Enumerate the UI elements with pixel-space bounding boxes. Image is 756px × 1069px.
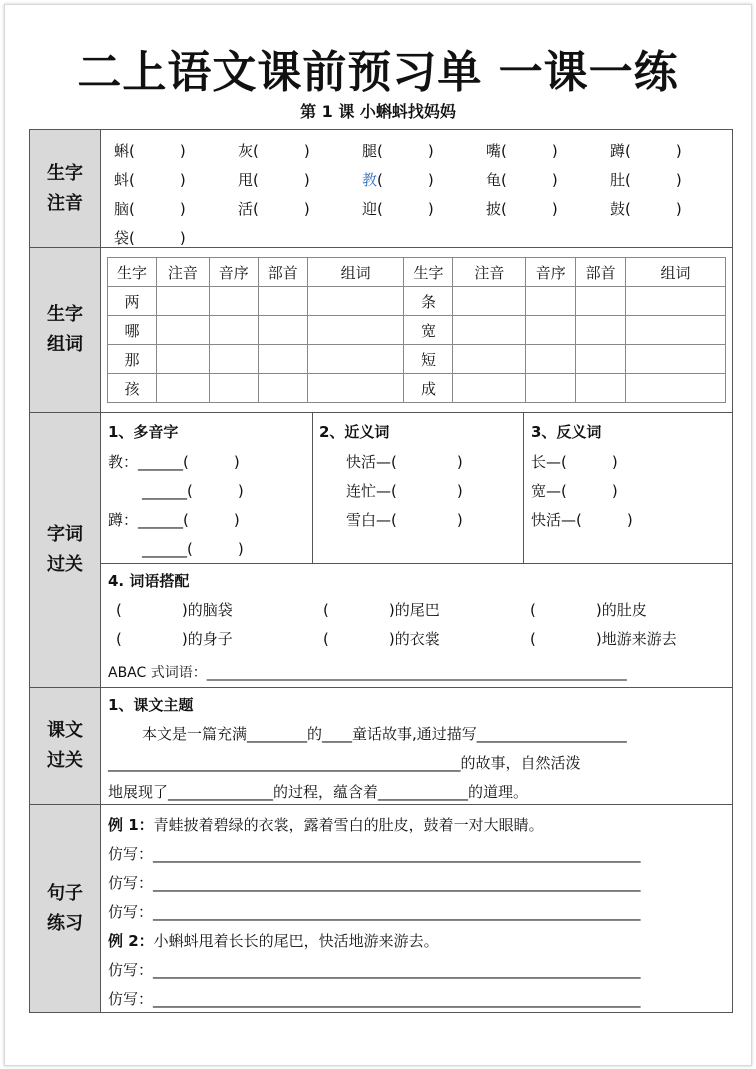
order-cell[interactable]: [209, 287, 258, 316]
phrase-cell[interactable]: [626, 345, 726, 374]
theme-line[interactable]: 本文是一篇充满________的____童话故事,通过描写____________________: [142, 725, 627, 743]
char-cell: 哪: [108, 316, 157, 345]
char-cell: 宽: [404, 316, 453, 345]
char-field[interactable]: 蚪( ): [114, 171, 186, 189]
table-row: [108, 287, 726, 316]
collocation-field[interactable]: ( )的衣裳: [323, 630, 440, 648]
theme-heading: 1、课文主题: [108, 696, 194, 714]
column-header: 生字: [108, 258, 157, 287]
char-field[interactable]: 蝌( ): [114, 142, 186, 160]
divider: [312, 413, 313, 563]
section-vocab: [29, 412, 733, 688]
char-field[interactable]: 袋( ): [114, 229, 186, 247]
imitation-field[interactable]: 仿写：_________________________________________________________________: [108, 903, 641, 921]
antonym-heading: 3、反义词: [531, 423, 602, 441]
column-header: 音序: [209, 258, 258, 287]
pinyin-cell[interactable]: [156, 374, 209, 403]
synonym-field[interactable]: 雪白—( ): [346, 511, 463, 529]
pinyin-cell[interactable]: [156, 316, 209, 345]
synonym-heading: 2、近义词: [319, 423, 390, 441]
table-row: [108, 374, 726, 403]
char-field[interactable]: 嘴( ): [486, 142, 558, 160]
collocation-field[interactable]: ( )的尾巴: [323, 601, 440, 619]
abac-field[interactable]: ABAC 式词语：____________________________________________________________: [108, 665, 627, 681]
radical-cell[interactable]: [576, 345, 626, 374]
section-words: [29, 247, 733, 413]
polyphone-heading: 1、多音字: [108, 423, 179, 441]
radical-cell[interactable]: [576, 374, 626, 403]
table-row: [108, 345, 726, 374]
char-field[interactable]: 腿( ): [362, 142, 434, 160]
char-field[interactable]: 披( ): [486, 200, 558, 218]
order-cell[interactable]: [209, 345, 258, 374]
section-label: 课文 过关: [30, 688, 101, 804]
polyphone-field[interactable]: 教：______( ): [108, 453, 240, 471]
divider: [100, 563, 732, 564]
radical-cell[interactable]: [576, 316, 626, 345]
phrase-cell[interactable]: [307, 374, 404, 403]
example-sentence: 例 2：小蝌蚪甩着长长的尾巴，快活地游来游去。: [108, 932, 439, 950]
order-cell[interactable]: [209, 374, 258, 403]
char-field[interactable]: 迎( ): [362, 200, 434, 218]
collocation-field[interactable]: ( )地游来游去: [530, 630, 677, 648]
section-text: [29, 687, 733, 805]
column-header: 组词: [307, 258, 404, 287]
char-cell: 短: [404, 345, 453, 374]
imitation-field[interactable]: 仿写：_________________________________________________________________: [108, 874, 641, 892]
theme-line[interactable]: 地展现了______________的过程，蕴含着____________的道理。: [108, 783, 529, 801]
column-header: 注音: [453, 258, 526, 287]
imitation-field[interactable]: 仿写：_________________________________________________________________: [108, 845, 641, 863]
column-header: 生字: [404, 258, 453, 287]
word-table: [107, 257, 726, 403]
phrase-cell[interactable]: [626, 316, 726, 345]
char-field[interactable]: 活( ): [238, 200, 310, 218]
collocation-field[interactable]: ( )的身子: [116, 630, 233, 648]
synonym-field[interactable]: 连忙—( ): [346, 482, 463, 500]
table-row: [108, 316, 726, 345]
pinyin-cell[interactable]: [453, 374, 526, 403]
char-cell: 成: [404, 374, 453, 403]
phrase-cell[interactable]: [626, 374, 726, 403]
radical-cell[interactable]: [258, 374, 307, 403]
char-field[interactable]: 甩( ): [238, 171, 310, 189]
section-label: 字词 过关: [30, 413, 101, 687]
radical-cell[interactable]: [258, 345, 307, 374]
collocation-heading: 4. 词语搭配: [108, 572, 190, 590]
char-field[interactable]: 鼓( ): [610, 200, 682, 218]
char-field[interactable]: 脑( ): [114, 200, 186, 218]
polyphone-field[interactable]: 蹲：______( ): [108, 511, 240, 529]
char-field[interactable]: 蹲( ): [610, 142, 682, 160]
radical-cell[interactable]: [576, 287, 626, 316]
section-label: 句子 练习: [30, 805, 101, 1012]
char-cell: 两: [108, 287, 157, 316]
antonym-field[interactable]: 快活—( ): [531, 511, 633, 529]
char-field[interactable]: 龟( ): [486, 171, 558, 189]
polyphone-field[interactable]: ______( ): [142, 540, 244, 558]
section-pinyin: [29, 129, 733, 248]
phrase-cell[interactable]: [307, 345, 404, 374]
example-sentence: 例 1：青蛙披着碧绿的衣裳，露着雪白的肚皮，鼓着一对大眼睛。: [108, 816, 544, 834]
pinyin-cell[interactable]: [156, 287, 209, 316]
polyphone-field[interactable]: ______( ): [142, 482, 244, 500]
lesson-subtitle: 第 1 课 小蝌蚪找妈妈: [300, 102, 456, 121]
pinyin-cell[interactable]: [156, 345, 209, 374]
order-cell[interactable]: [209, 316, 258, 345]
column-header: 部首: [576, 258, 626, 287]
column-header: 组词: [626, 258, 726, 287]
char-field[interactable]: 灰( ): [238, 142, 310, 160]
section-label: 生字 注音: [30, 130, 101, 247]
collocation-field[interactable]: ( )的脑袋: [116, 601, 233, 619]
column-header: 注音: [156, 258, 209, 287]
radical-cell[interactable]: [258, 287, 307, 316]
collocation-field[interactable]: ( )的肚皮: [530, 601, 647, 619]
char-cell: 条: [404, 287, 453, 316]
table-header-row: [108, 258, 726, 287]
char-field[interactable]: 教( ): [362, 171, 434, 189]
pinyin-cell[interactable]: [453, 287, 526, 316]
section-label: 生字 组词: [30, 248, 101, 412]
imitation-field[interactable]: 仿写：_________________________________________________________________: [108, 961, 641, 979]
char-cell: 那: [108, 345, 157, 374]
synonym-field[interactable]: 快活—( ): [346, 453, 463, 471]
pinyin-cell[interactable]: [453, 345, 526, 374]
order-cell[interactable]: [526, 345, 576, 374]
imitation-field[interactable]: 仿写：_________________________________________________________________: [108, 990, 641, 1008]
section-sentences: [29, 804, 733, 1013]
column-header: 部首: [258, 258, 307, 287]
antonym-field[interactable]: 长—( ): [531, 453, 618, 471]
char-cell: 孩: [108, 374, 157, 403]
page-title: 二上语文课前预习单 一课一练: [77, 47, 679, 98]
order-cell[interactable]: [526, 316, 576, 345]
order-cell[interactable]: [526, 287, 576, 316]
phrase-cell[interactable]: [307, 287, 404, 316]
divider: [523, 413, 524, 563]
column-header: 音序: [526, 258, 576, 287]
char-field[interactable]: 肚( ): [610, 171, 682, 189]
theme-line[interactable]: _______________________________________________的故事，自然活泼: [108, 754, 581, 772]
order-cell[interactable]: [526, 374, 576, 403]
pinyin-cell[interactable]: [453, 316, 526, 345]
phrase-cell[interactable]: [307, 316, 404, 345]
phrase-cell[interactable]: [626, 287, 726, 316]
antonym-field[interactable]: 宽—( ): [531, 482, 618, 500]
radical-cell[interactable]: [258, 316, 307, 345]
